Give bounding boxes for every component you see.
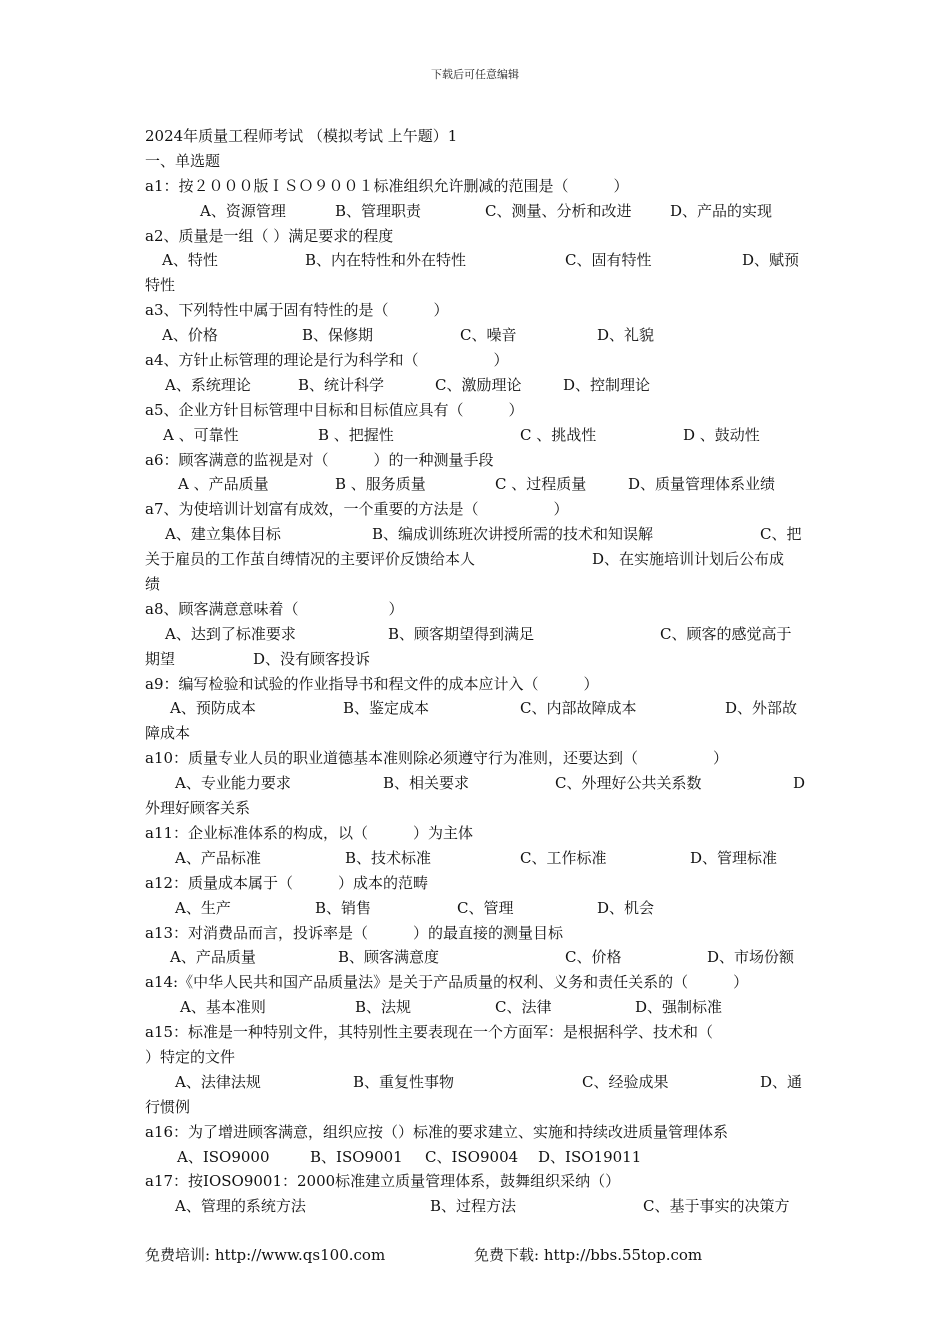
option-c: C、工作标准 bbox=[520, 848, 607, 867]
option-d: D、控制理论 bbox=[563, 375, 651, 394]
question-a2: a2、质量是一组（ ）满足要求的程度 bbox=[145, 226, 394, 245]
options-a3 bbox=[145, 323, 807, 348]
option-b: B 、服务质量 bbox=[335, 475, 426, 494]
option-c: C、噪音 bbox=[460, 326, 517, 345]
option-b: B、技术标准 bbox=[345, 848, 432, 867]
question-a5: a5、企业方针目标管理中目标和目标值应具有（ ） bbox=[145, 400, 524, 419]
option-c: C、基于事实的决策方 bbox=[643, 1197, 790, 1216]
options-a10 bbox=[145, 771, 807, 796]
footer-training-link[interactable]: 免费培训: http://www.qs100.com bbox=[145, 1246, 386, 1264]
option-b: B、ISO9001 bbox=[310, 1147, 403, 1166]
options-a14 bbox=[145, 995, 807, 1020]
option-d: D、强制标准 bbox=[635, 998, 723, 1017]
document-title: 2024年质量工程师考试 （模拟考试 上午题）1 bbox=[145, 127, 458, 145]
option-c: C、外理好公共关系数 bbox=[555, 774, 702, 793]
option-c: C、固有特性 bbox=[565, 251, 652, 270]
question-a7: a7、为使培训计划富有成效，一个重要的方法是（ ） bbox=[145, 500, 569, 519]
options-a1 bbox=[145, 199, 807, 224]
section-heading: 一、单选题 bbox=[145, 151, 221, 170]
option-c-continuation: 关于雇员的工作茧自缚情况的主要评价反馈给本人 bbox=[145, 550, 476, 569]
options-a9 bbox=[145, 696, 807, 721]
document-body bbox=[145, 124, 807, 1219]
question-a11: a11：企业标准体系的构成，以（ ）为主体 bbox=[145, 823, 474, 842]
question-a16: a16：为了增进顾客满意，组织应按（）标准的要求建立、实施和持续改进质量管理体系 bbox=[145, 1122, 729, 1141]
option-d: D、市场份额 bbox=[707, 948, 795, 967]
option-b: B、相关要求 bbox=[383, 774, 470, 793]
option-continuation: 障成本 bbox=[145, 724, 191, 743]
option-d: D bbox=[793, 774, 806, 793]
option-d: D、在实施培训计划后公布成 bbox=[592, 550, 785, 569]
option-a: A 、产品质量 bbox=[178, 475, 269, 494]
option-d: D 、鼓动性 bbox=[683, 425, 760, 444]
option-a: A 、可靠性 bbox=[163, 425, 239, 444]
options-a8 bbox=[145, 622, 807, 647]
question-a1: a1：按２０００版ＩＳＯ９００１标准组织允许删减的范围是（ ） bbox=[145, 176, 629, 195]
options-a17 bbox=[145, 1194, 807, 1219]
option-d: D、礼貌 bbox=[597, 326, 655, 345]
option-a: A、专业能力要求 bbox=[175, 774, 291, 793]
options-a13 bbox=[145, 945, 807, 970]
option-c-continuation: 期望 bbox=[145, 649, 176, 668]
option-a: A、生产 bbox=[175, 898, 231, 917]
question-a6: a6：顾客满意的监视是对（ ）的一种测量手段 bbox=[145, 450, 494, 469]
option-c: C、价格 bbox=[565, 948, 622, 967]
option-b: B、统计科学 bbox=[298, 375, 385, 394]
options-a2 bbox=[145, 248, 807, 273]
option-a: A、资源管理 bbox=[200, 201, 286, 220]
question-a12: a12：质量成本属于（ ）成本的范畴 bbox=[145, 873, 429, 892]
option-c: C 、过程质量 bbox=[495, 475, 587, 494]
options-a11 bbox=[145, 846, 807, 871]
option-c: C、管理 bbox=[457, 898, 514, 917]
option-d: D、管理标准 bbox=[690, 848, 778, 867]
option-b: B、顾客满意度 bbox=[338, 948, 440, 967]
options-a15 bbox=[145, 1070, 807, 1095]
options-a4 bbox=[145, 373, 807, 398]
option-d: D、外部故 bbox=[725, 699, 798, 718]
option-b: B、编成训练班次讲授所需的技术和知误解 bbox=[372, 525, 654, 544]
options-a8-line2 bbox=[145, 647, 807, 672]
option-b: B、管理职责 bbox=[335, 201, 422, 220]
options-a7-line2 bbox=[145, 547, 807, 572]
option-c: C、经验成果 bbox=[582, 1072, 669, 1091]
option-d: D、机会 bbox=[597, 898, 655, 917]
question-a15: a15：标准是一种特别文件，其特别性主要表现在一个方面军：是根据科学、技术和（ bbox=[145, 1023, 714, 1042]
option-c: C、法律 bbox=[495, 998, 552, 1017]
option-continuation: 绩 bbox=[145, 575, 161, 594]
option-d: D、产品的实现 bbox=[670, 201, 773, 220]
option-c: C、顾客的感觉高于 bbox=[660, 624, 792, 643]
option-d: D、赋预 bbox=[742, 251, 800, 270]
option-d: D、没有顾客投诉 bbox=[253, 649, 371, 668]
option-b: B、过程方法 bbox=[430, 1197, 517, 1216]
option-d: D、质量管理体系业绩 bbox=[628, 475, 776, 494]
option-c: C、测量、分析和改进 bbox=[485, 201, 632, 220]
option-continuation: 外理好顾客关系 bbox=[145, 799, 251, 818]
option-a: A、法律法规 bbox=[175, 1072, 261, 1091]
option-a: A、基本准则 bbox=[180, 998, 266, 1017]
option-b: B、内在特性和外在特性 bbox=[305, 251, 467, 270]
option-a: A、达到了标准要求 bbox=[165, 624, 296, 643]
option-continuation: 特性 bbox=[145, 276, 176, 295]
footer-download-link[interactable]: 免费下载: http://bbs.55top.com bbox=[474, 1246, 703, 1264]
option-d: D、ISO19011 bbox=[538, 1147, 642, 1166]
option-b: B 、把握性 bbox=[318, 425, 394, 444]
option-a: A、特性 bbox=[162, 251, 218, 270]
option-c: C、内部故障成本 bbox=[520, 699, 637, 718]
option-a: A、产品质量 bbox=[170, 948, 256, 967]
option-continuation: 行惯例 bbox=[145, 1097, 191, 1116]
question-a4: a4、方针止标管理的理论是行为科学和（ ） bbox=[145, 351, 509, 370]
option-a: A、管理的系统方法 bbox=[175, 1197, 306, 1216]
question-a15-continuation: ）特定的文件 bbox=[145, 1047, 236, 1066]
option-b: B、保修期 bbox=[302, 326, 374, 345]
option-a: A、预防成本 bbox=[170, 699, 256, 718]
option-b: B、法规 bbox=[355, 998, 412, 1017]
question-a13: a13：对消费品而言，投诉率是（ ）的最直接的测量目标 bbox=[145, 923, 564, 942]
option-a: A、产品标准 bbox=[175, 848, 261, 867]
option-b: B、销售 bbox=[315, 898, 372, 917]
option-c: C、激励理论 bbox=[435, 375, 522, 394]
option-a: A、建立集体目标 bbox=[165, 525, 281, 544]
option-b: B、重复性事物 bbox=[353, 1072, 455, 1091]
option-c: C、把 bbox=[760, 525, 802, 544]
question-a14: a14:《中华人民共和国产品质量法》是关于产品质量的权利、义务和责任关系的（ ） bbox=[145, 973, 749, 992]
options-a12 bbox=[145, 896, 807, 921]
question-a17: a17：按IOSO9001：2000标准建立质量管理体系，鼓舞组织采纳（） bbox=[145, 1172, 621, 1191]
question-a10: a10：质量专业人员的职业道德基本准则除必须遵守行为准则，还要达到（ ） bbox=[145, 749, 729, 768]
question-a9: a9：编写检验和试验的作业指导书和程文件的成本应计入（ ） bbox=[145, 674, 599, 693]
option-d: D、通 bbox=[760, 1072, 803, 1091]
option-c: C 、挑战性 bbox=[520, 425, 597, 444]
options-a6 bbox=[145, 472, 807, 497]
question-a3: a3、下列特性中属于固有特性的是（ ） bbox=[145, 301, 449, 320]
options-a5 bbox=[145, 423, 807, 448]
options-a16 bbox=[145, 1145, 807, 1170]
option-a: A、价格 bbox=[162, 326, 218, 345]
option-c: C、ISO9004 bbox=[425, 1147, 519, 1166]
question-a8: a8、顾客满意意味着（ ） bbox=[145, 599, 404, 618]
option-b: B、鉴定成本 bbox=[343, 699, 430, 718]
option-a: A、系统理论 bbox=[165, 375, 251, 394]
option-b: B、顾客期望得到满足 bbox=[388, 624, 535, 643]
option-a: A、ISO9000 bbox=[177, 1147, 270, 1166]
options-a7 bbox=[145, 522, 807, 547]
page-header: 下载后可任意编辑 bbox=[431, 68, 519, 81]
